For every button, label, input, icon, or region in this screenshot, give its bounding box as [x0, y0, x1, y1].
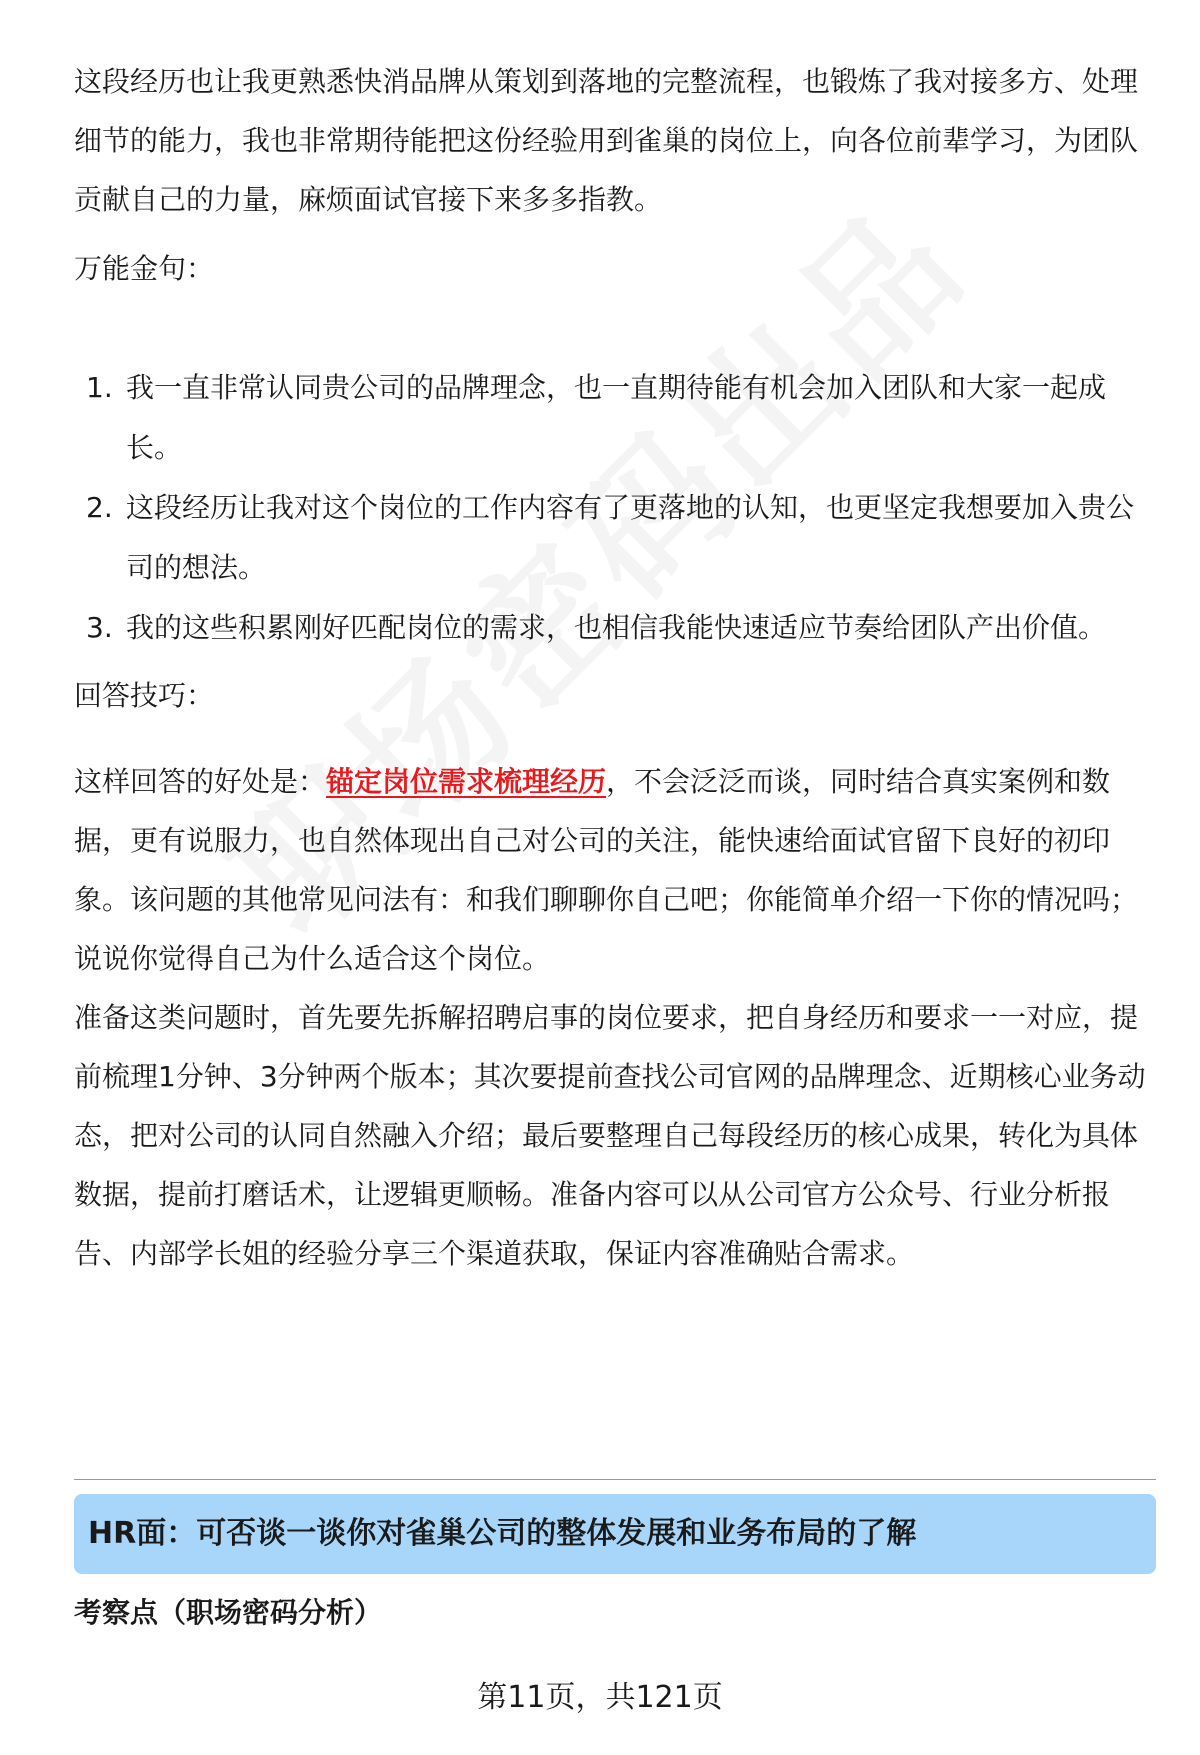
tips-prefix: 这样回答的好处是：: [74, 765, 327, 798]
tips-paragraph-2: 准备这类问题时，首先要先拆解招聘启事的岗位要求，把自身经历和要求一一对应，提前梳理1分钟、3分钟两个版本；其次要提前查找公司官网的品牌理念、近期核心业务动态，把对公司的认同自然融入介绍；最后要整理自己每段经历的核心成果，转化为具体数据，提前打磨话术，让逻辑更顺畅。准备内容可以从公司官方公众号、行业分析报告、内部学长姐的经验分享三个渠道获取，保证内容准确贴合需求。: [74, 1001, 1146, 1270]
list-item: [74, 358, 1154, 478]
golden-sentences-list: [74, 358, 1154, 658]
section-divider: [74, 1479, 1156, 1480]
analysis-heading: 考察点（职场密码分析）: [74, 1596, 383, 1629]
list-item-number: 2.: [86, 491, 113, 524]
list-item: [74, 478, 1154, 598]
tips-label: 回答技巧：: [74, 679, 215, 712]
list-item-number: 3.: [86, 611, 113, 644]
highlight-text: 锚定岗位需求梳理经历: [326, 765, 607, 798]
list-item-number: 1.: [86, 371, 113, 404]
golden-sentences-label: 万能金句：: [74, 252, 215, 285]
list-item-text: 我的这些积累刚好匹配岗位的需求，也相信我能快速适应节奏给团队产出价值。: [126, 611, 1107, 644]
hr-question-banner: HR面：可否谈一谈你对雀巢公司的整体发展和业务布局的了解: [74, 1494, 1156, 1574]
list-item-text: 我一直非常认同贵公司的品牌理念，也一直期待能有机会加入团队和大家一起成长。: [126, 371, 1107, 464]
tips-suffix: ，不会泛泛而谈，同时结合真实案例和数据，更有说服力，也自然体现出自己对公司的关注，能快速给面试官留下良好的初印象。该问题的其他常见问法有：和我们聊聊你自己吧；你能简单介绍一下你的情况吗；说说你觉得自己为什么适合这个岗位。: [74, 765, 1139, 975]
page-footer: 第11页，共121页: [477, 1680, 723, 1715]
list-item: [74, 598, 1154, 658]
tips-paragraph-1: [74, 752, 1154, 988]
intro-paragraph: 这段经历也让我更熟悉快消品牌从策划到落地的完整流程，也锻炼了我对接多方、处理细节的能力，我也非常期待能把这份经验用到雀巢的岗位上，向各位前辈学习，为团队贡献自己的力量，麻烦面试官接下来多多指教。: [74, 65, 1139, 216]
list-item-text: 这段经历让我对这个岗位的工作内容有了更落地的认知，也更坚定我想要加入贵公司的想法。: [126, 491, 1135, 584]
